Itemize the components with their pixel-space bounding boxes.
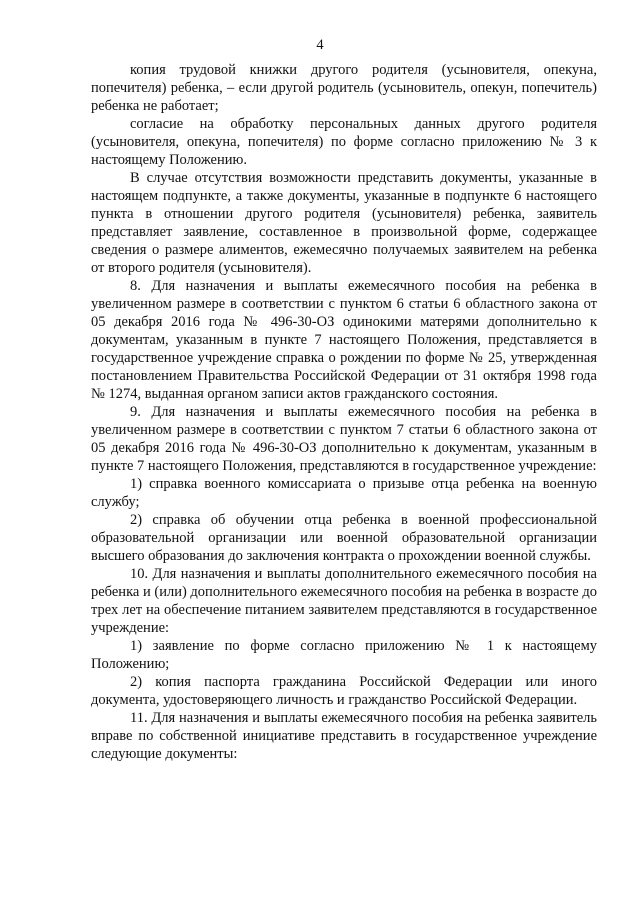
paragraph-item-10-sub-2: 2) копия паспорта гражданина Российской Федерации или иного документа, удостоверяющего личность и гражданство Российской Федерации. <box>91 674 597 708</box>
paragraph-item-10-sub-1: 1) заявление по форме согласно приложению № 1 к настоящему Положению; <box>91 638 597 672</box>
paragraph-item-9-sub-2: 2) справка об обучении отца ребенка в военной профессиональной образовательной организации или военной образовательной организации высшего образования до заключения контракта о прохождении военной службы. <box>91 512 597 564</box>
paragraph-employment-record-copy: копия трудовой книжки другого родителя (усыновителя, опекуна, попечителя) ребенка, – если другой родитель (усыновитель, опекун, попечитель) ребенка не работает; <box>91 62 597 114</box>
paragraph-item-11: 11. Для назначения и выплаты ежемесячного пособия на ребенка заявитель вправе по собственной инициативе представить в государственное учреждение следующие документы: <box>91 710 597 762</box>
paragraph-alimony-statement: В случае отсутствия возможности представить документы, указанные в настоящем подпункте, а также документы, указанные в подпункте 6 настоящего пункта в отношении другого родителя (усыновителя) ребенка, заявитель представляет заявление, составленное в произвольной форме, содержащее сведения о размере алиментов, ежемесячно получаемых заявителем на ребенка от второго родителя (усыновителя). <box>91 170 597 276</box>
document-body <box>91 61 597 763</box>
paragraph-item-10: 10. Для назначения и выплаты дополнительного ежемесячного пособия на ребенка и (или) дополнительного ежемесячного пособия на ребенка в возрасте до трех лет на обеспечение питанием заявителем представляются в государственное учреждение: <box>91 566 597 636</box>
paragraph-personal-data-consent: согласие на обработку персональных данных другого родителя (усыновителя, опекуна, попечителя) по форме согласно приложению № 3 к настоящему Положению. <box>91 116 597 168</box>
paragraph-item-9: 9. Для назначения и выплаты ежемесячного пособия на ребенка в увеличенном размере в соответствии с пунктом 7 статьи 6 областного закона от 05 декабря 2016 года № 496-30-ОЗ дополнительно к документам, указанным в пункте 7 настоящего Положения, представляются в государственное учреждение: <box>91 404 597 474</box>
paragraph-item-9-sub-1: 1) справка военного комиссариата о призыве отца ребенка на военную службу; <box>91 476 597 510</box>
page-number: 4 <box>316 37 324 53</box>
paragraph-item-8: 8. Для назначения и выплаты ежемесячного пособия на ребенка в увеличенном размере в соответствии с пунктом 6 статьи 6 областного закона от 05 декабря 2016 года № 496-30-ОЗ одинокими матерями дополнительно к документам, указанным в пункте 7 настоящего Положения, представляется в государственное учреждение справка о рождении по форме № 25, утвержденная постановлением Правительства Российской Федерации от 31 октября 1998 года № 1274, выданная органом записи актов гражданского состояния. <box>91 278 597 402</box>
